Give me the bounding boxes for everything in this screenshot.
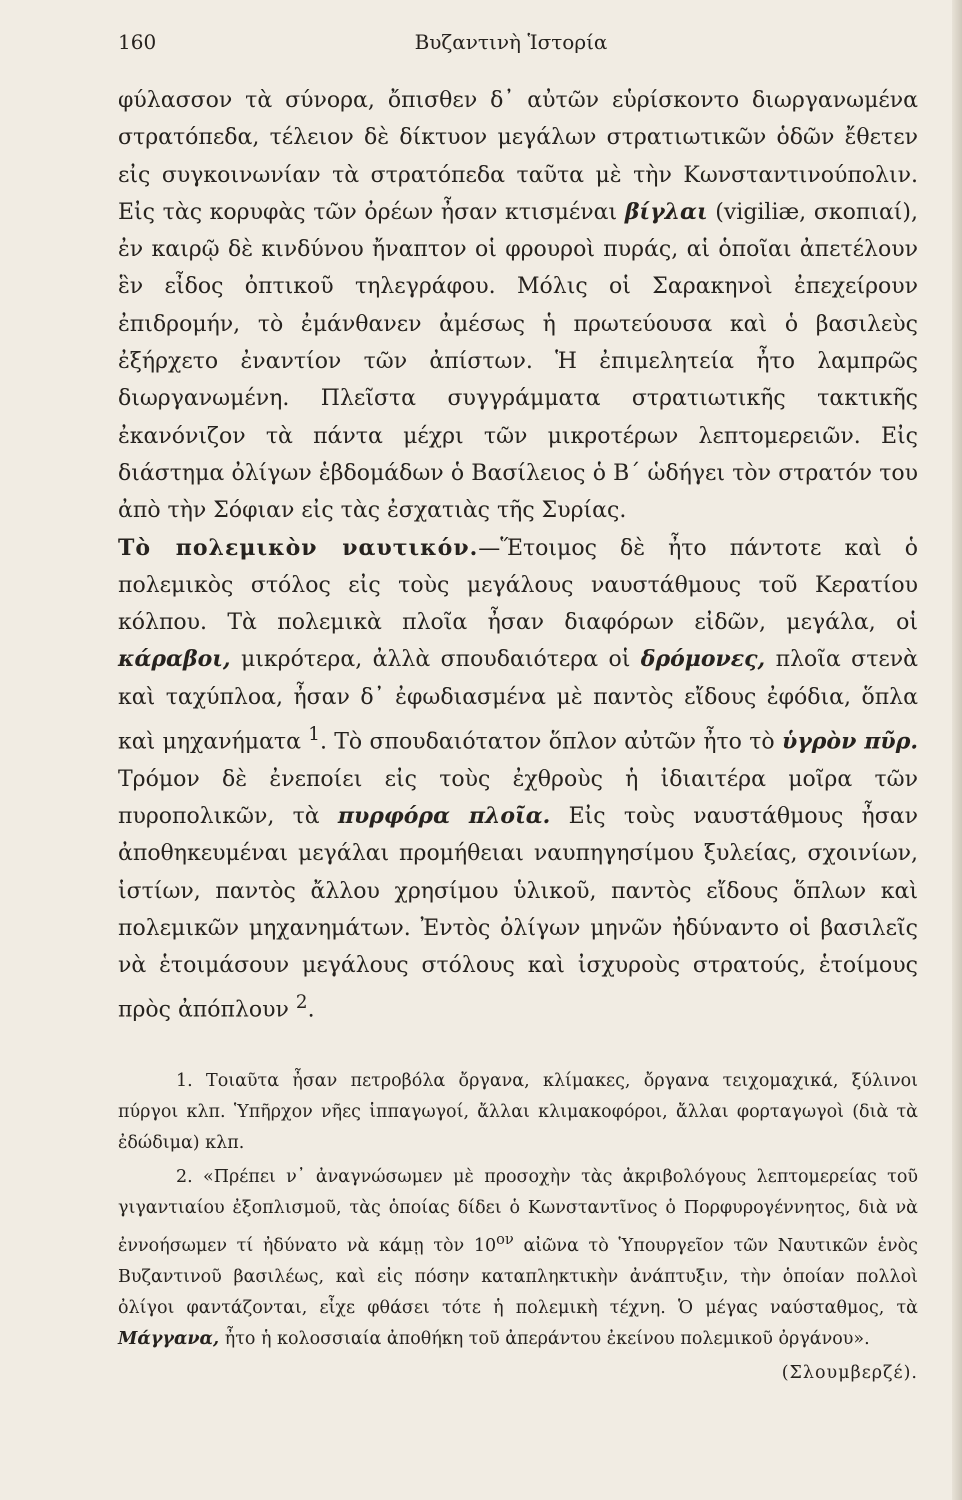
- footnote-2-superscript: ον: [496, 1231, 514, 1248]
- term-karavoi: κάραβοι,: [118, 646, 231, 673]
- paragraph-2-text-a: —Ἕτοιμος δὲ ἦτο πάντοτε καὶ ὁ πολεμικὸς στόλος εἰς τοὺς μεγάλους ναυστάθμους τοῦ Κερατίου κόλπου. Τὰ πολεμικὰ πλοῖα ἦσαν διαφόρων εἰδῶν, μεγάλα, οἱ: [118, 535, 919, 636]
- footnote-1: 1. Τοιαῦτα ἦσαν πετροβόλα ὄργανα, κλίμακες, ὄργανα τειχομαχικά, ξύλινοι πύργοι κλπ. Ὑπῆρχον νῆες ἱππαγωγοί, ἄλλαι κλιμακοφόροι, ἄλλαι φορταγωγοὶ (διὰ τὰ ἐδώδιμα) κλπ.: [118, 1071, 918, 1153]
- footnotes: [118, 1066, 918, 1389]
- term-mangana: Μάγγανα,: [118, 1328, 220, 1349]
- paragraph-1: [118, 82, 918, 530]
- footnote-2-author: (Σλουμβερζέ).: [781, 1362, 918, 1383]
- paragraph-2-text-e: Τρόμον δὲ ἐνεποίει εἰς τοὺς ἐχθροὺς ἡ ἰδιαιτέρα μοῖρα τῶν πυροπολικῶν, τὰ: [118, 766, 918, 829]
- running-title: Βυζαντινὴ Ἱστορία: [414, 30, 608, 54]
- page-edge: [952, 0, 962, 1500]
- footnote-2-text-c: ἦτο ἡ κολοσσιαία ἀποθήκη τοῦ ἀπεράντου ἐκείνου πολεμικοῦ ὀργάνου».: [224, 1328, 870, 1349]
- paragraph-2: [118, 530, 918, 1030]
- footnote-2-text-a: 2. «Πρέπει ν᾽ ἀναγνώσωμεν μὲ προσοχὴν τὰς ἀκριβολόγους λεπτομερείας τοῦ γιγαντιαίου ἐξοπλισμοῦ, τὰς ὁποίας δίδει ὁ Κωνσταντῖνος ὁ Πορφυρογέννητος, διὰ νὰ ἐννοήσωμεν τί ἠδύνατο νὰ κάμῃ τὸν 10: [118, 1167, 918, 1256]
- paragraph-1-text: φύλασσον τὰ σύνορα, ὄπισθεν δ᾽ αὐτῶν εὑρίσκοντο διωργανωμένα στρατόπεδα, τέλειον δὲ δίκτυον μεγάλων στρατιωτικῶν ὁδῶν ἔθετεν εἰς συγκοινωνίαν τὰ στρατόπεδα ταῦτα μὲ τὴν Κωνσταντινούπολιν. Εἰς τὰς κορυφὰς τῶν ὀρέων ἦσαν κτισμέναι: [118, 88, 918, 225]
- term-fire-ships: πυρφόρα πλοῖα.: [337, 802, 551, 829]
- term-greek-fire: ὑγρὸν πῦρ.: [781, 728, 918, 755]
- footnote-2-text-b: αἰῶνα τὸ Ὑπουργεῖον τῶν Ναυτικῶν ἑνὸς Βυζαντινοῦ βασιλέως, καὶ εἰς πόσην καταπληκτικὴν ἀνάπτυξιν, τὴν ὁποίαν πολλοὶ ὀλίγοι φαντάζονται, εἶχε φθάσει τότε ἡ πολεμικὴ τέχνη. Ὁ μέγας ναύσταθμος, τὰ: [118, 1235, 918, 1318]
- paragraph-2-text-f: Εἰς τοὺς ναυστάθμους ἦσαν ἀποθηκευμέναι μεγάλαι προμήθειαι ναυπηγησίμου ξυλείας, σχοινίων, ἱστίων, παντὸς ἄλλου χρησίμου ὑλικοῦ, παντὸς εἴδους ὅπλων καὶ πολεμικῶν μηχανημάτων. Ἐντὸς ὀλίγων μηνῶν ἠδύναντο οἱ βασιλεῖς νὰ ἑτοιμάσουν μεγάλους στόλους καὶ ἰσχυροὺς στρατούς, ἑτοίμους πρὸς ἀπόπλουν: [118, 803, 918, 1023]
- section-heading-navy: Τὸ πολεμικὸν ναυτικόν.: [118, 534, 479, 561]
- term-dromones: δρόμονες,: [640, 646, 766, 673]
- paragraph-1-text-b: (vigiliæ, σκοπιαί), ἐν καιρῷ δὲ κινδύνου ἤναπτον οἱ φρουροὶ πυράς, αἱ ὁποῖαι ἀπετέλουν ἓν εἶδος ὀπτικοῦ τηλεγράφου. Μόλις οἱ Σαρακηνοὶ ἐπεχείρουν ἐπιδρομήν, τὸ ἐμάνθανεν ἀμέσως ἡ πρωτεύουσα καὶ ὁ βασιλεὺς ἐξήρχετο ἐναντίον τῶν ἀπίστων. Ἡ ἐπιμελητεία ἦτο λαμπρῶς διωργανωμένη. Πλεῖστα συγγράμματα στρατιωτικῆς τακτικῆς ἐκανόνιζον τὰ πάντα μέχρι τῶν μικροτέρων λεπτομερειῶν. Εἰς διάστημα ὀλίγων ἑβδομάδων ὁ Βασίλειος ὁ Β´ ὡδήγει τὸν στρατόν του ἀπὸ τὴν Σόφιαν εἰς τὰς ἐσχατιὰς τῆς Συρίας.: [118, 199, 918, 524]
- paragraph-2-text-g: .: [307, 997, 315, 1023]
- footnote-ref-2: 2: [295, 992, 308, 1014]
- footnote-ref-1: 1: [308, 724, 320, 746]
- footnote-2: [118, 1162, 918, 1355]
- paragraph-2-text-d: . Τὸ σπουδαιότατον ὅπλον αὐτῶν ἦτο τὸ: [319, 729, 775, 755]
- paragraph-2-text-b: μικρότερα, ἀλλὰ σπουδαιότερα οἱ: [241, 647, 631, 673]
- main-text: [118, 82, 918, 1029]
- term-bigla: βίγλαι: [624, 198, 708, 225]
- page-number: 160: [118, 30, 157, 54]
- running-header: [118, 30, 904, 64]
- paragraph-2-text-c: πλοῖα στενὰ καὶ ταχύπλοα, ἦσαν δ᾽ ἐφωδιασμένα μὲ παντὸς εἴδους ἐφόδια, ὅπλα καὶ μηχανήματα: [118, 647, 918, 755]
